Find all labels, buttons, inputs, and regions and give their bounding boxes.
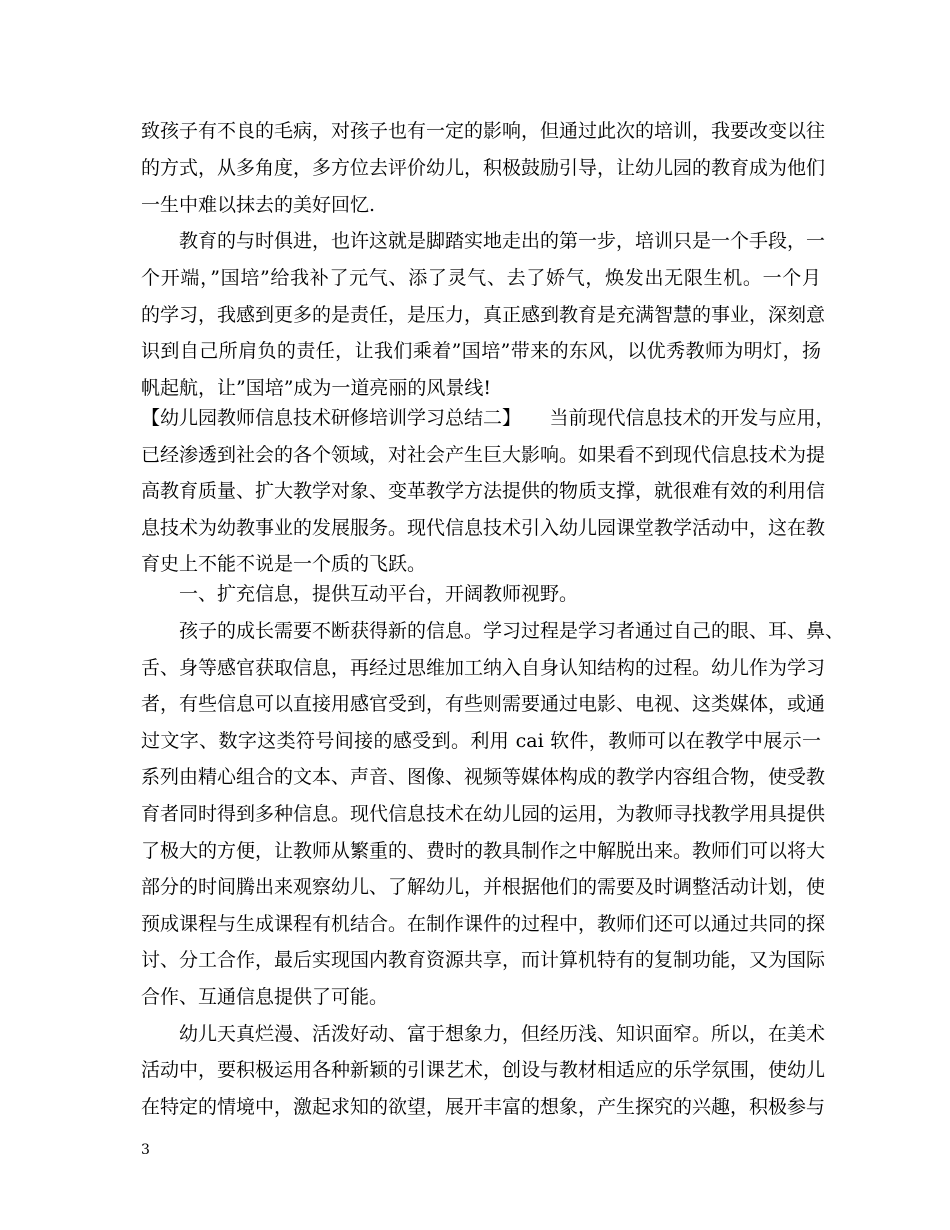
text-line: 育者同时得到多种信息。现代信息技术在幼儿园的运用，为教师寻找教学用具提供 <box>141 803 826 825</box>
text-line: 幼儿天真烂漫、活泼好动、富于想象力，但经历浅、知识面窄。所以，在美术 <box>179 1023 826 1045</box>
text-line: 息技术为幼教事业的发展服务。现代信息技术引入幼儿园课堂教学活动中，这在教 <box>141 517 826 539</box>
text-line: 教育的与时俱进，也许这就是脚踏实地走出的第一步，培训只是一个手段，一 <box>179 230 826 252</box>
text-line: 预成课程与生成课程有机结合。在制作课件的过程中，教师们还可以通过共同的探 <box>141 913 826 935</box>
text-line: 已经渗透到社会的各个领域，对社会产生巨大影响。如果看不到现代信息技术为提 <box>141 444 826 466</box>
text-line: 过文字、数字这类符号间接的感受到。利用 cai 软件，教师可以在教学中展示一 <box>141 730 821 752</box>
text-line: 系列由精心组合的文本、声音、图像、视频等媒体构成的教学内容组合物，使受教 <box>141 766 826 788</box>
text-line: 舌、身等感官获取信息，再经过思维加工纳入自身认知结构的过程。幼儿作为学习 <box>141 657 826 679</box>
text-line: 了极大的方便，让教师从繁重的、费时的教具制作之中解脱出来。教师们可以将大 <box>141 840 826 862</box>
text-line: 育史上不能不说是一个质的飞跃。 <box>141 553 427 575</box>
text-line: 在特定的情境中，激起求知的欲望，展开丰富的想象，产生探究的兴趣，积极参与 <box>141 1096 826 1118</box>
text-line: 个开端，”国培”给我补了元气、添了灵气、去了娇气，焕发出无限生机。一个月 <box>141 267 821 289</box>
text-line: 孩子的成长需要不断获得新的信息。学习过程是学习者通过自己的眼、耳、鼻、 <box>179 620 845 642</box>
text-line: 一生中难以抹去的美好回忆. <box>141 194 376 216</box>
text-line: 高教育质量、扩大教学对象、变革教学方法提供的物质支撑，就很难有效的利用信 <box>141 480 826 502</box>
text-line: 帆起航，让”国培”成为一道亮丽的风景线! <box>141 377 492 399</box>
text-line: 活动中，要积极运用各种新颖的引课艺术，创设与教材相适应的乐学氛围，使幼儿 <box>141 1059 826 1081</box>
text-line: 部分的时间腾出来观察幼儿、了解幼儿，并根据他们的需要及时调整活动计划，使 <box>141 876 826 898</box>
page-number: 3 <box>141 1142 150 1158</box>
section-heading-line: 【幼儿园教师信息技术研修培训学习总结二】 当前现代信息技术的开发与应用， <box>141 407 835 429</box>
text-line: 的学习，我感到更多的是责任，是压力，真正感到教育是充满智慧的事业，深刻意 <box>141 304 826 326</box>
text-line: 识到自己所肩负的责任，让我们乘着”国培”带来的东风，以优秀教师为明灯，扬 <box>141 340 821 362</box>
text-line: 者，有些信息可以直接用感官受到，有些则需要通过电影、电视、这类媒体，或通 <box>141 693 826 715</box>
subheading-line: 一、扩充信息，提供互动平台，开阔教师视野。 <box>179 583 579 605</box>
text-line: 讨、分工合作，最后实现国内教育资源共享，而计算机特有的复制功能，又为国际 <box>141 949 826 971</box>
text-line: 合作、互通信息提供了可能。 <box>141 986 389 1008</box>
text-line: 致孩子有不良的毛病，对孩子也有一定的影响，但通过此次的培训，我要改变以往 <box>141 120 826 142</box>
text-line: 的方式，从多角度，多方位去评价幼儿，积极鼓励引导，让幼儿园的教育成为他们 <box>141 157 826 179</box>
